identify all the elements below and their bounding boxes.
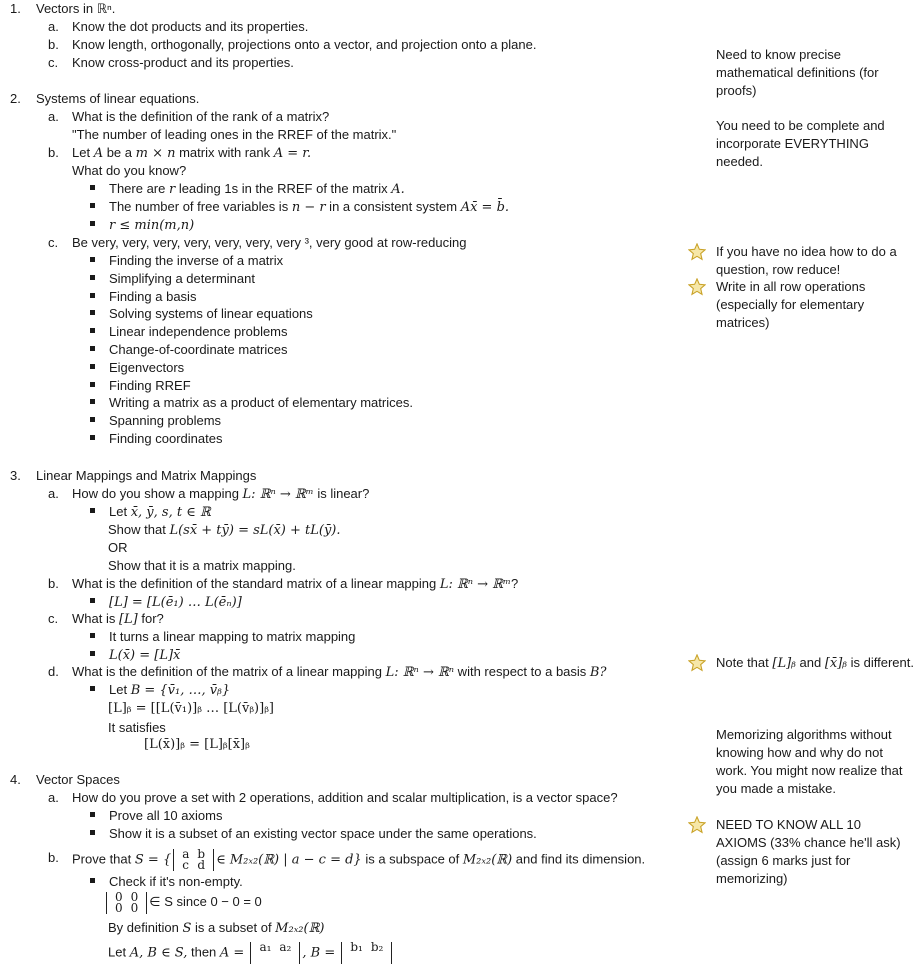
section-4-title: Vector Spaces [36,772,120,787]
item-marker: d. [48,664,59,679]
item-line: Let A, B ∈ S, then A = a₁ a₂ , B = b₁ b₂ [108,942,394,964]
note-row-reduce: If you have no idea how to do a question, row reduce! [716,244,897,277]
item-line: Show that it is a matrix mapping. [108,558,296,573]
star-icon [688,278,706,296]
item-line: OR [108,540,128,555]
section-1-title: Vectors in ℝⁿ. [36,1,116,16]
note-different: Note that [L]ᵦ and [x̄]ᵦ is different. [716,655,914,671]
list-item: Solving systems of linear equations [90,305,313,323]
list-item: Writing a matrix as a product of elementary matrices. [90,394,413,412]
list-item: Linear independence problems [90,323,288,341]
matrix: a b c d [173,849,214,871]
item-text: What is [L] for? [72,611,164,627]
item-marker: b. [48,576,59,591]
matrix-b: b₁ b₂ [341,942,392,964]
item-text: Know length, orthogonally, projections onto a vector, and projection onto a plane. [72,37,537,52]
section-2-number: 2. [10,91,21,106]
item-text: What is the definition of the matrix of a linear mapping L: ℝⁿ → ℝⁿ with respect to a basis B? [72,664,607,680]
item-text: Know cross-product and its properties. [72,55,294,70]
item-marker: a. [48,790,59,805]
item-marker: c. [48,235,59,250]
list-item: Simplifying a determinant [90,270,255,288]
note-memorizing: Memorizing algorithms without knowing how and why do not work. You might now realize that you made a mistake. [716,727,903,796]
section-4-number: 4. [10,772,21,787]
list-item: [L] = [L(ē₁) … L(ēₙ)] [90,593,242,612]
list-item: Eigenvectors [90,359,184,377]
note-complete: You need to be complete and incorporate EVERYTHING needed. [716,118,885,169]
list-item: Show it is a subset of an existing vector space under the same operations. [90,825,537,843]
list-item: Spanning problems [90,412,221,430]
formula: [L(x̄)]ᵦ = [L]ᵦ[x̄]ᵦ [144,737,250,752]
star-icon [688,243,706,261]
section-2-title: Systems of linear equations. [36,91,200,106]
item-text: How do you show a mapping L: ℝⁿ → ℝᵐ is linear? [72,486,370,502]
item-marker: b. [48,37,59,52]
item-marker: b. [48,145,59,160]
list-item: r ≤ min(m,n) [90,216,194,235]
item-marker: b. [48,850,59,865]
list-item: Prove all 10 axioms [90,807,222,825]
star-icon [688,654,706,672]
item-marker: a. [48,486,59,501]
note-row-operations: Write in all row operations (especially for elementary matrices) [716,279,866,330]
item-line: It satisfies [108,720,166,735]
list-item: Finding the inverse of a matrix [90,252,283,270]
item-question: What do you know? [72,163,187,178]
formula: [L]ᵦ = [[L(v̄₁)]ᵦ … [L(v̄ᵦ)]ᵦ] [108,701,274,716]
item-line: Show that L(sx̄ + tȳ) = sL(x̄) + tL(ȳ). [108,522,341,538]
list-item: Finding coordinates [90,430,222,448]
note-definitions: Need to know precise mathematical definitions (for proofs) [716,47,879,98]
section-3-number: 3. [10,468,21,483]
matrix-a: a₁ a₂ [250,942,300,964]
section-1-number: 1. [10,1,21,16]
item-line: 0 0 0 0 ∈ S since 0 − 0 = 0 [104,890,262,914]
item-text: Know the dot products and its properties. [72,19,309,34]
item-text: Be very, very, very, very, very, very, very ³, very good at row-reducing [72,235,467,250]
item-text: Prove that S = { a b c d ∈ M₂ₓ₂(ℝ) | a − c = d} is a subspace of M₂ₓ₂(ℝ) and find its dimension. [72,847,646,872]
item-answer: "The number of leading ones in the RREF of the matrix." [72,127,397,142]
item-text: What is the definition of the rank of a matrix? [72,109,330,124]
item-marker: a. [48,109,59,124]
zero-matrix: 0 0 0 0 [106,892,147,914]
star-icon [688,816,706,834]
list-item: Finding a basis [90,288,196,306]
list-item: L(x̄) = [L]x̄ [90,646,180,665]
item-text: Let A be a m × n matrix with rank A = r. [72,145,312,161]
list-item: Finding RREF [90,377,191,395]
list-item: It turns a linear mapping to matrix mapping [90,628,355,646]
list-item: Check if it's non-empty. [90,873,243,891]
section-3-title: Linear Mappings and Matrix Mappings [36,468,257,483]
item-marker: c. [48,611,59,626]
list-item: Let B = {v̄₁, …, v̄ᵦ} [90,681,230,700]
note-axioms: NEED TO KNOW ALL 10 AXIOMS (33% chance he'll ask) (assign 6 marks just for memorizing) [716,817,901,886]
item-text: What is the definition of the standard matrix of a linear mapping L: ℝⁿ → ℝᵐ? [72,576,519,592]
list-item: Let x̄, ȳ, s, t ∈ ℝ [90,503,211,522]
list-item: Change-of-coordinate matrices [90,341,287,359]
list-item: There are r leading 1s in the RREF of the matrix A. [90,180,405,199]
item-marker: a. [48,19,59,34]
item-marker: c. [48,55,59,70]
list-item: The number of free variables is n − r in a consistent system Ax̄ = b̄. [90,198,509,217]
item-text: How do you prove a set with 2 operations, addition and scalar multiplication, is a vector space? [72,790,618,805]
item-line: By definition S is a subset of M₂ₓ₂(ℝ) [108,920,325,936]
